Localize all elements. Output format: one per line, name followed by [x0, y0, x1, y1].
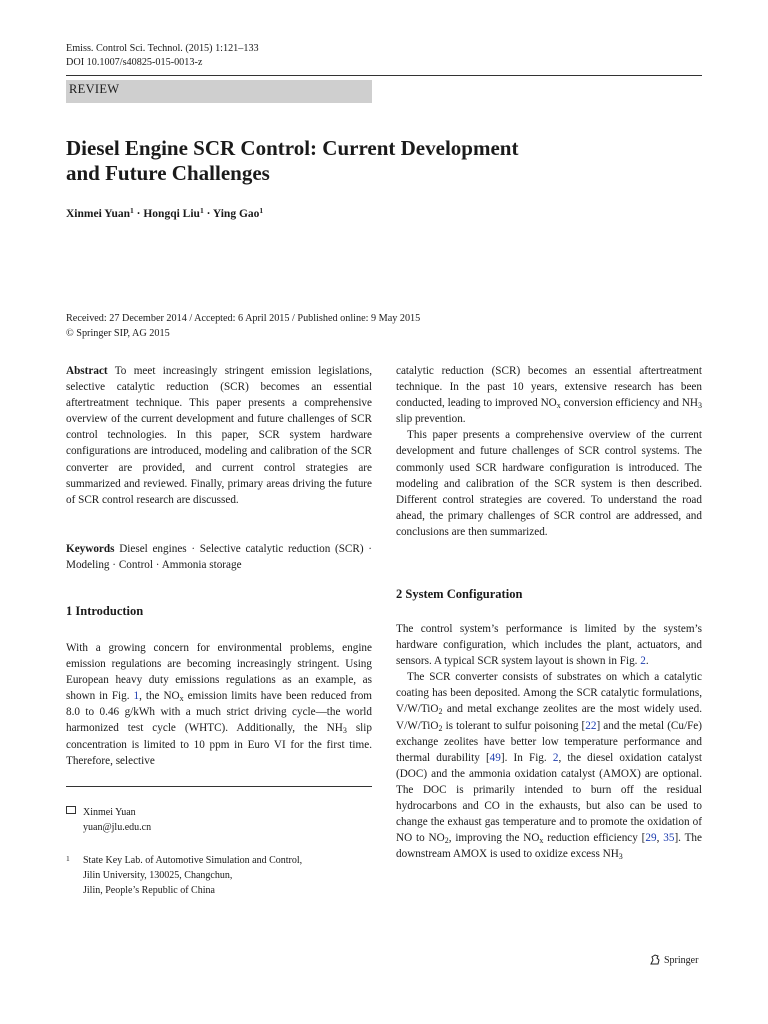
title-line-1: Diesel Engine SCR Control: Current Development: [66, 136, 519, 160]
subscript: x: [539, 836, 544, 846]
header-rule: [66, 75, 702, 76]
subscript: 2: [438, 707, 443, 717]
paragraph: This paper presents a comprehensive overview of the current development and future challenges of SCR control systems. The commonly used SCR hardware configuration is introduced. The modeling and calibration of the SCR system is then described. Different control strategies are covered. To understand the road ahead, the primary challenges of SCR control are addressed, and conclusions are then summarized.: [396, 429, 702, 538]
subscript: 2: [438, 723, 443, 733]
figure-link[interactable]: 2: [640, 655, 646, 668]
subscript: 3: [342, 726, 347, 736]
body-text: The SCR converter consists of substrates on which a catalytic coating has been deposited. Among the SCR catalytic formulations, V/W/TiO: [396, 671, 702, 716]
affiliation-line: State Key Lab. of Automotive Simulation and Control,: [83, 855, 303, 866]
publication-history: [66, 312, 420, 341]
body-text: reduction efficiency [: [543, 832, 646, 845]
abstract-text: To meet increasingly stringent emission legislations, selective catalytic reduction (SCR) becomes an essential aftertreatment technique. This paper presents a comprehensive overview of the current development and future challenges of SCR control technologies. In this paper, SCR system hardware configurations are introduced, modeling and calibration of the SCR converter are provided, and current control strategies are summarized and reviewed. Finally, primary areas driving the future of SCR control research are discussed.: [66, 365, 372, 506]
subscript: 3: [698, 401, 702, 411]
keywords-text: Diesel engines · Selective catalytic reduction (SCR) · Modeling · Control · Ammonia storage: [66, 543, 372, 572]
body-text: ]. The downstream AMOX is used to oxidize excess NH: [396, 832, 702, 861]
section-heading-introduction: 1 Introduction: [66, 604, 144, 618]
affiliation-line: Jilin, People’s Republic of China: [83, 885, 215, 896]
body-text: conversion efficiency and NH: [560, 397, 698, 410]
body-text: and metal exchange zeolites are the most widely used. V/W/TiO: [396, 703, 702, 732]
journal-line: Emiss. Control Sci. Technol. (2015) 1:121–133: [66, 43, 259, 54]
body-text: ] and the metal (Cu/Fe) exchange zeolites have better low temperature performance and thermal durability [: [396, 719, 702, 764]
body-text: ]. In Fig.: [500, 751, 553, 764]
affiliation-mark: 1: [199, 206, 204, 215]
publisher-logo: [649, 954, 698, 966]
figure-link[interactable]: 1: [133, 690, 140, 703]
affiliation-mark: 1: [130, 206, 134, 215]
body-text: , the NO: [139, 690, 180, 703]
affiliation-number: 1: [66, 854, 70, 863]
subscript: x: [179, 694, 184, 704]
journal-citation: [66, 42, 259, 70]
section-label: REVIEW: [66, 80, 372, 103]
keywords: [66, 541, 372, 573]
keywords-label: Keywords: [66, 543, 115, 555]
citation-link[interactable]: 49: [489, 751, 501, 764]
figure-link[interactable]: 2: [552, 751, 559, 764]
paper-title: [66, 136, 626, 186]
body-text: slip prevention.: [396, 413, 466, 426]
corresponding-email[interactable]: yuan@jlu.edu.cn: [83, 822, 152, 833]
author-separator: ·: [133, 208, 144, 220]
author-name[interactable]: Ying Gao: [212, 208, 260, 220]
body-text: With a growing concern for environmental problems, engine emission regulations are becoming increasingly stringent. Using European heavy duty emissions regulations as an example, as shown in Fig.: [66, 642, 372, 703]
affiliation-line: Jilin University, 130025, Changchun,: [83, 870, 233, 881]
abstract-label: Abstract: [66, 365, 108, 377]
author-name[interactable]: Hongqi Liu: [143, 208, 200, 220]
affiliation-mark: 1: [259, 206, 264, 215]
body-text: emission limits have been reduced from 8.0 to 0.46 g/kWh with a much strict driving cycle—the world harmonized test cycle (WHTC). Additionally, the NH: [66, 690, 372, 735]
corresponding-name: Xinmei Yuan: [83, 807, 136, 818]
abstract: [66, 363, 372, 508]
dates-line: Received: 27 December 2014 / Accepted: 6 April 2015 / Published online: 9 May 2015: [66, 313, 421, 324]
doi-line: DOI 10.1007/s40825-015-0013-z: [66, 57, 203, 68]
body-text: catalytic reduction (SCR) becomes an essential aftertreatment technique. In the past 10 years, extensive research has been conducted, leading to improved NO: [396, 365, 702, 410]
body-text: is tolerant to sulfur poisoning [: [442, 719, 586, 732]
footnote-rule: [66, 786, 372, 787]
publisher-name: Springer: [664, 954, 699, 966]
author-separator: ·: [203, 208, 213, 220]
body-text: , improving the NO: [448, 832, 540, 845]
introduction-body: [66, 640, 372, 769]
section-heading-system-configuration: 2 System Configuration: [396, 587, 523, 601]
author-name[interactable]: Xinmei Yuan: [66, 208, 131, 220]
body-text: slip concentration is limited to 10 ppm in Euro VI for the first time. Therefore, selective: [66, 722, 372, 767]
body-text: , the diesel oxidation catalyst (DOC) and the ammonia oxidation catalyst (AMOX) are optional. The DOC is primarily intended to burn off the residual hydrocarbons and CO in the exhausts, but also can be used to change the exhaust gas temperature and to promote the oxidation of NO to NO: [396, 751, 702, 845]
subscript: 3: [618, 852, 623, 862]
body-text: ,: [656, 832, 664, 845]
subscript: 2: [444, 836, 449, 846]
copyright-line: © Springer SIP, AG 2015: [66, 327, 170, 339]
body-text: The control system’s performance is limited by the system’s hardware configuration, which includes the plant, actuators, and sensors. A typical SCR system layout is shown in Fig.: [396, 623, 702, 668]
citation-link[interactable]: 22: [585, 719, 597, 732]
system-configuration-body: [396, 621, 702, 862]
citation-link[interactable]: 35: [663, 832, 675, 845]
title-line-2: and Future Challenges: [66, 161, 270, 185]
subscript: x: [556, 401, 561, 411]
springer-horse-icon: [649, 954, 661, 966]
author-list: [66, 206, 263, 220]
citation-link[interactable]: 29: [645, 832, 657, 845]
body-text: .: [645, 655, 649, 668]
introduction-continued: [396, 363, 702, 540]
envelope-icon: [66, 806, 76, 814]
